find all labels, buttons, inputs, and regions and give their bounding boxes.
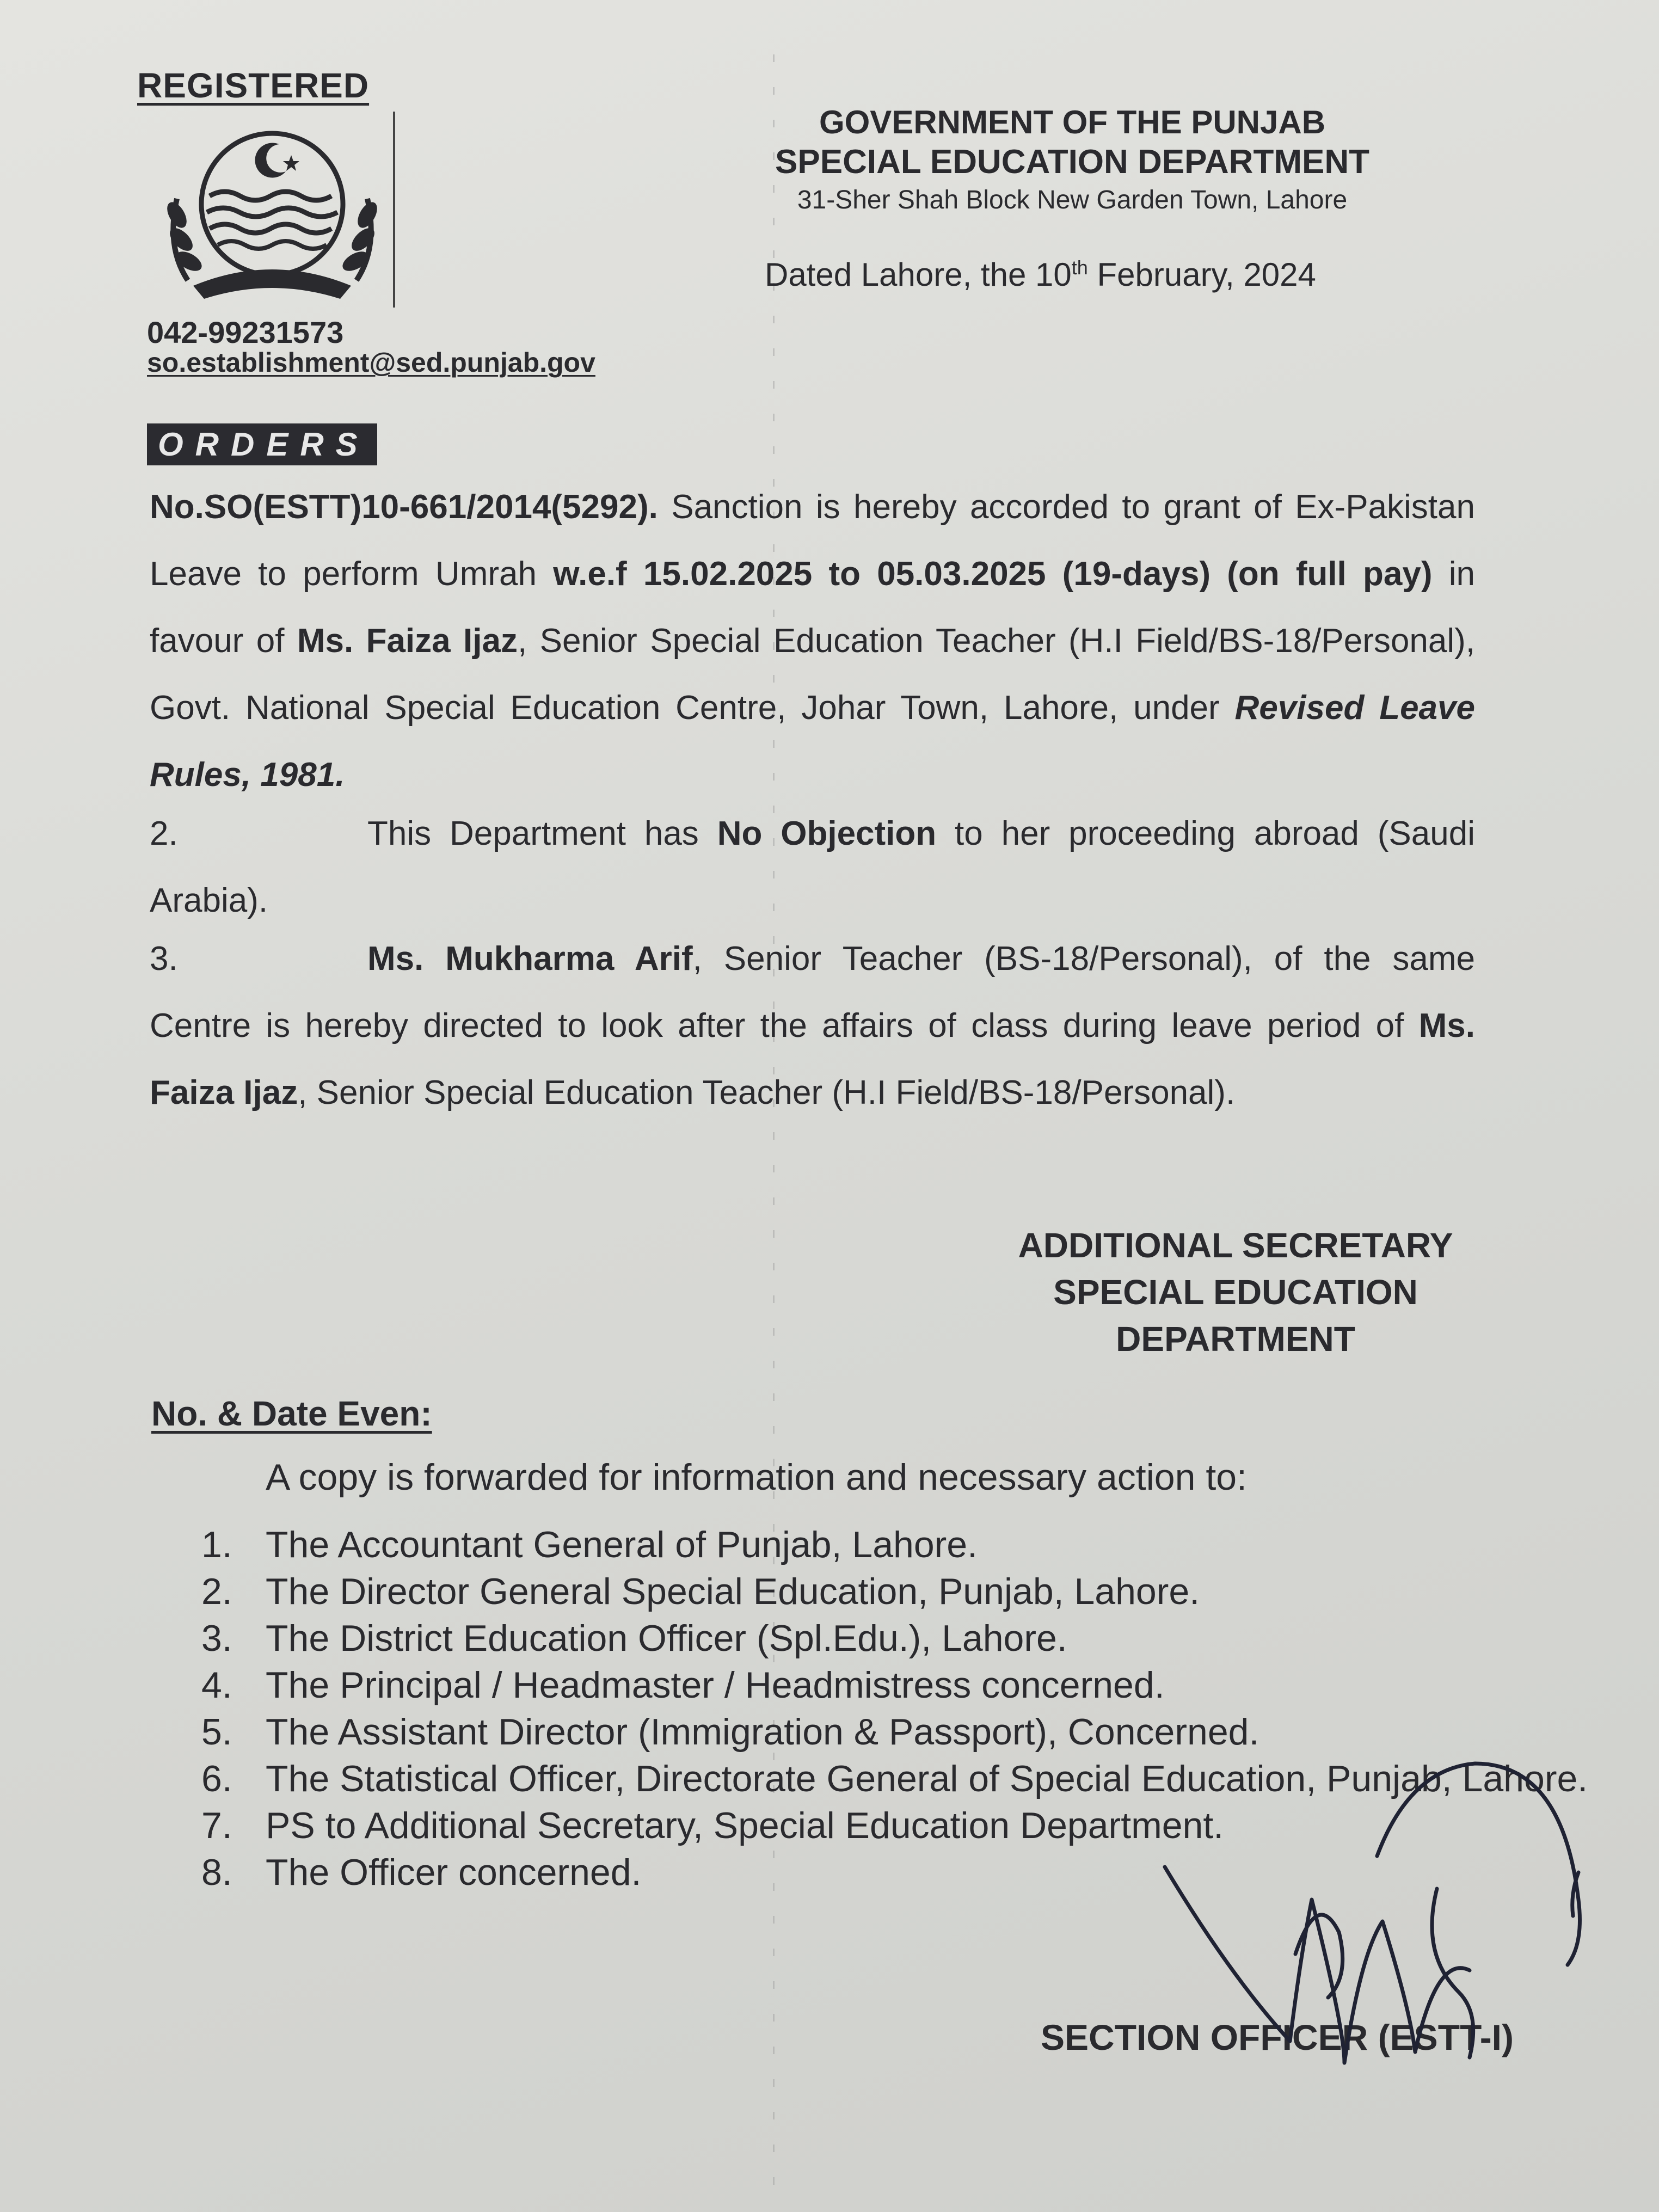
order-paragraph-3 [150,925,1475,1126]
para1-text-2: in favour of [150,555,1475,660]
punjab-emblem-icon [155,122,389,308]
list-item-number: 1. [201,1524,232,1565]
para2-number: 2. [150,815,178,852]
leave-rules: Revised Leave Rules, 1981. [150,689,1475,794]
list-item-number: 7. [201,1805,232,1846]
list-item-text: The Statistical Officer, Directorate General of Special Education, Punjab, Lahore. [266,1758,1588,1799]
order-reference: No.SO(ESTT)10-661/2014(5292). [150,488,658,526]
list-item-text: The Director General Special Education, Punjab, Lahore. [266,1571,1200,1612]
dated-line [765,256,1316,293]
order-paragraph-2 [150,800,1475,934]
employee-name: Ms. Faiza Ijaz [297,622,518,660]
dated-ordinal: th [1071,256,1088,279]
handwritten-signature-icon [1132,1747,1622,2085]
list-item [201,1568,1595,1615]
logo-divider [393,112,395,308]
copy-intro: A copy is forwarded for information and necessary action to: [266,1457,1247,1498]
signatory-block [925,1222,1546,1362]
list-item-number: 4. [201,1664,232,1706]
para3-text-2: , Senior Special Education Teacher (H.I Field/BS-18/Personal). [298,1074,1236,1111]
phone-number: 042-99231573 [147,315,344,349]
section-officer-title: SECTION OFFICER (ESTT-I) [1041,2017,1514,2057]
para1-text-1: Sanction is hereby accorded to grant of Ex-Pakistan Leave to perform Umrah [150,488,1475,593]
department-address: 31-Sher Shah Block New Garden Town, Lahore [797,186,1348,214]
list-item-number: 6. [201,1758,232,1799]
signatory-line-1: ADDITIONAL SECRETARY [1018,1226,1453,1265]
para3-text-1: , Senior Teacher (BS-18/Personal), of the same Centre is hereby directed to look after the affairs of class during leave period of [150,940,1476,1044]
signatory-line-2: SPECIAL EDUCATION [1053,1273,1418,1312]
no-objection: No Objection [717,815,937,852]
signatory-line-3: DEPARTMENT [1116,1319,1355,1359]
list-item-text: PS to Additional Secretary, Special Education Department. [266,1805,1224,1846]
copy-heading: No. & Date Even: [151,1394,432,1433]
email-address: so.establishment@sed.punjab.gov [147,347,595,378]
list-item [201,1521,1595,1568]
list-item [201,1615,1595,1662]
substitute-name: Ms. Mukharma Arif [367,940,693,978]
list-item-text: The Principal / Headmaster / Headmistress concerned. [266,1664,1165,1706]
orders-label: ORDERS [147,423,377,465]
dated-prefix: Dated Lahore, the 10 [765,256,1072,293]
list-item-number: 5. [201,1711,232,1753]
list-item-text: The District Education Officer (Spl.Edu.), Lahore. [266,1618,1067,1659]
government-title: GOVERNMENT OF THE PUNJAB [819,104,1326,140]
para2-text-2: to her proceeding abroad (Saudi Arabia). [150,815,1475,919]
list-item-text: The Accountant General of Punjab, Lahore. [266,1524,978,1565]
leave-period: w.e.f 15.02.2025 to 05.03.2025 (19-days) (on full pay) [553,555,1433,593]
para1-text-3: , Senior Special Education Teacher (H.I Field/BS-18/Personal), Govt. National Special Education Centre, Johar Town, Lahore, under [150,622,1475,727]
list-item-text: The Officer concerned. [266,1852,642,1893]
list-item-text: The Assistant Director (Immigration & Passport), Concerned. [266,1711,1259,1753]
list-item [201,1662,1595,1709]
registered-label: REGISTERED [137,66,370,105]
order-paragraph-1 [150,474,1475,808]
list-item-number: 3. [201,1618,232,1659]
department-title: SPECIAL EDUCATION DEPARTMENT [775,143,1369,181]
list-item-number: 8. [201,1852,232,1893]
employee-name-2: Ms. Faiza Ijaz [150,1007,1475,1111]
dated-suffix: February, 2024 [1087,256,1316,293]
para2-text-1: This Department has [367,815,717,852]
list-item-number: 2. [201,1571,232,1612]
para3-number: 3. [150,940,178,978]
